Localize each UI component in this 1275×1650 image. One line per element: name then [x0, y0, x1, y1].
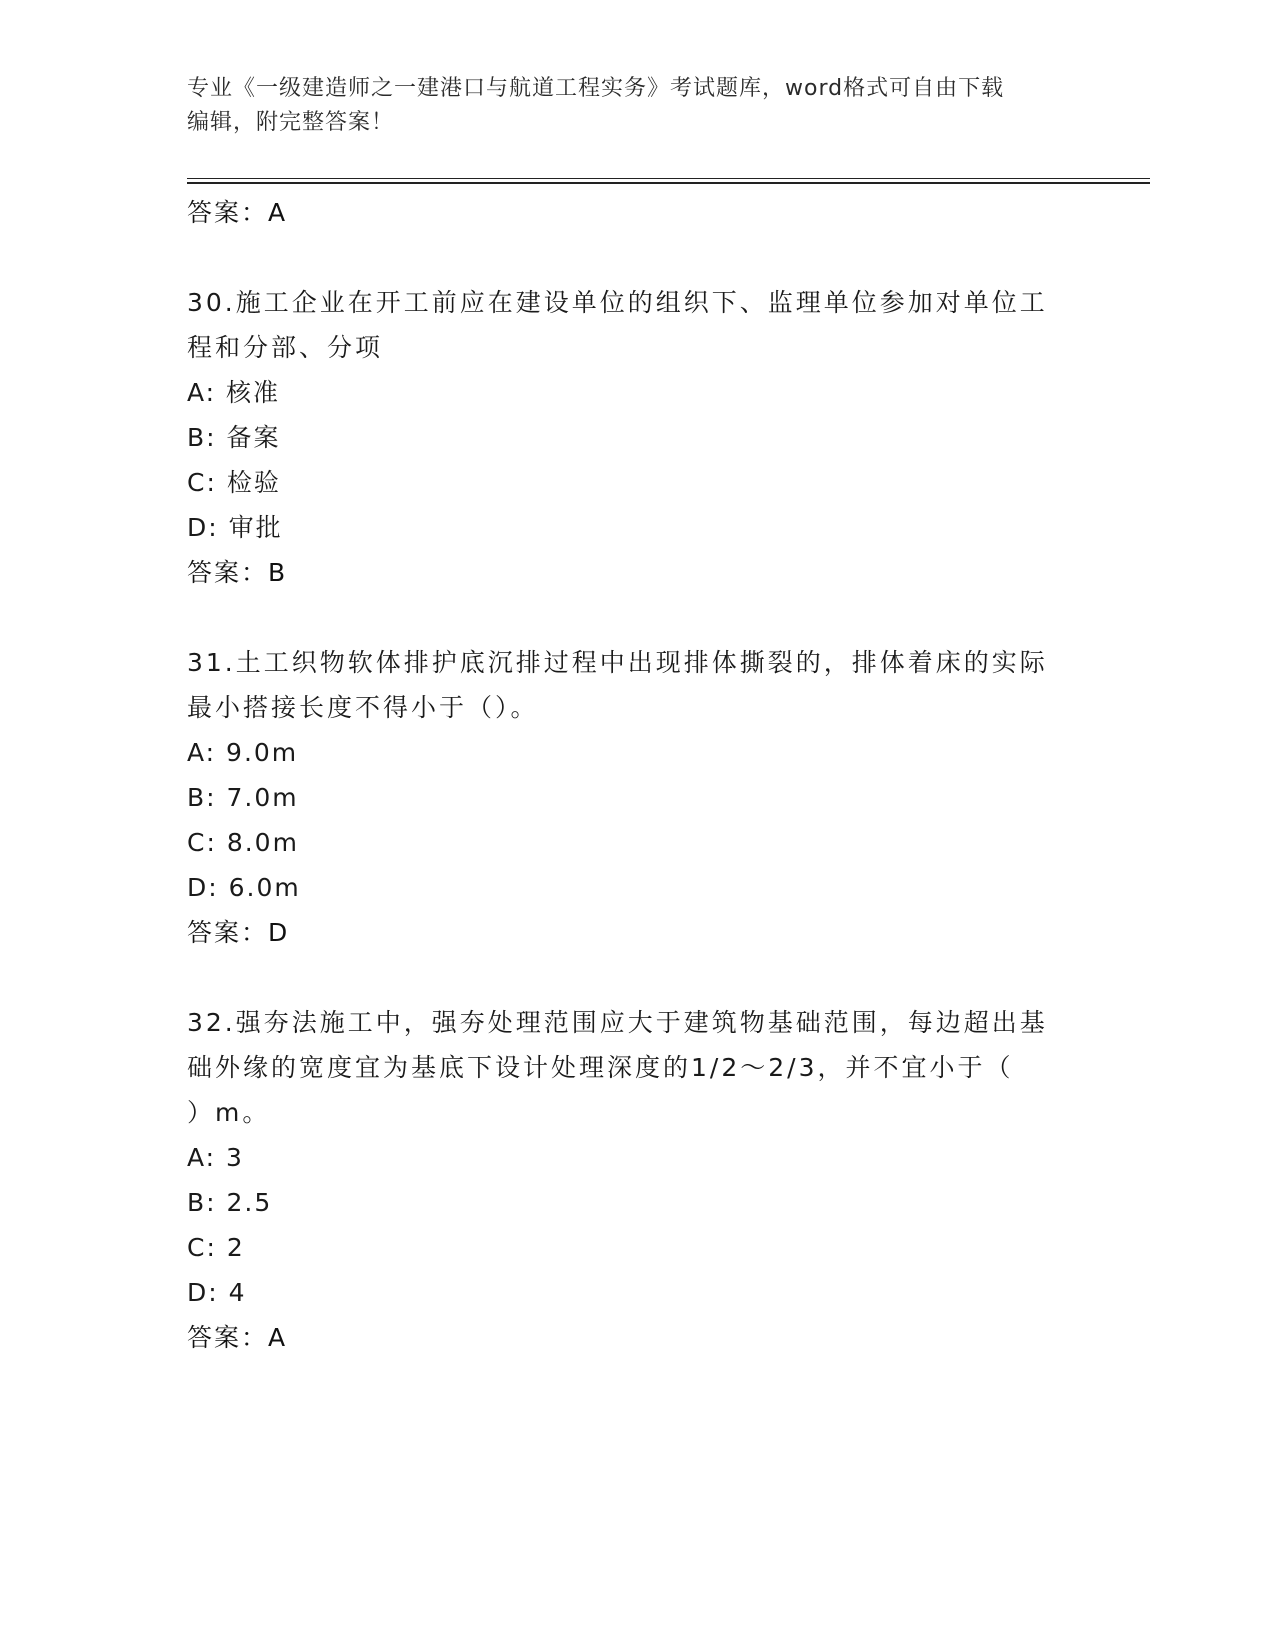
question-text: 32.强夯法施工中，强夯处理范围应大于建筑物基础范围，每边超出基 — [187, 1008, 1048, 1037]
option-c: C: 8.0m — [187, 828, 299, 857]
document-header — [187, 72, 1067, 140]
question-text: 程和分部、分项 — [187, 333, 384, 362]
option-b: B: 备案 — [187, 423, 281, 452]
question-text: ）m。 — [187, 1098, 271, 1127]
question-text: 30.施工企业在开工前应在建设单位的组织下、监理单位参加对单位工 — [187, 288, 1048, 317]
spacer — [187, 955, 1087, 1000]
option-c: C: 2 — [187, 1233, 245, 1262]
answer-line: 答案：A — [187, 198, 288, 227]
option-a: A: 9.0m — [187, 738, 299, 767]
option-a: A: 3 — [187, 1143, 244, 1172]
option-d: D: 审批 — [187, 513, 283, 542]
question-text: 31.土工织物软体排护底沉排过程中出现排体撕裂的，排体着床的实际 — [187, 648, 1048, 677]
question-text: 础外缘的宽度宜为基底下设计处理深度的1/2～2/3，并不宜小于（ — [187, 1053, 1014, 1082]
answer-line: 答案：D — [187, 918, 290, 947]
option-b: B: 2.5 — [187, 1188, 273, 1217]
option-d: D: 6.0m — [187, 873, 301, 902]
question-text: 最小搭接长度不得小于（）。 — [187, 693, 539, 722]
spacer — [187, 595, 1087, 640]
header-line-1: 专业《一级建造师之一建港口与航道工程实务》考试题库，word格式可自由下载 — [187, 76, 1005, 101]
question-30 — [187, 280, 1087, 595]
answer-line: 答案：A — [187, 1323, 288, 1352]
document-body — [187, 190, 1087, 1360]
option-b: B: 7.0m — [187, 783, 299, 812]
question-31 — [187, 640, 1087, 955]
header-divider-thick — [187, 182, 1150, 184]
option-c: C: 检验 — [187, 468, 281, 497]
question-32 — [187, 1000, 1087, 1360]
header-line-2: 编辑，附完整答案！ — [187, 110, 395, 135]
spacer — [187, 235, 1087, 280]
option-d: D: 4 — [187, 1278, 247, 1307]
option-a: A: 核准 — [187, 378, 281, 407]
header-divider-thin — [187, 178, 1150, 179]
answer-line: 答案：B — [187, 558, 288, 587]
